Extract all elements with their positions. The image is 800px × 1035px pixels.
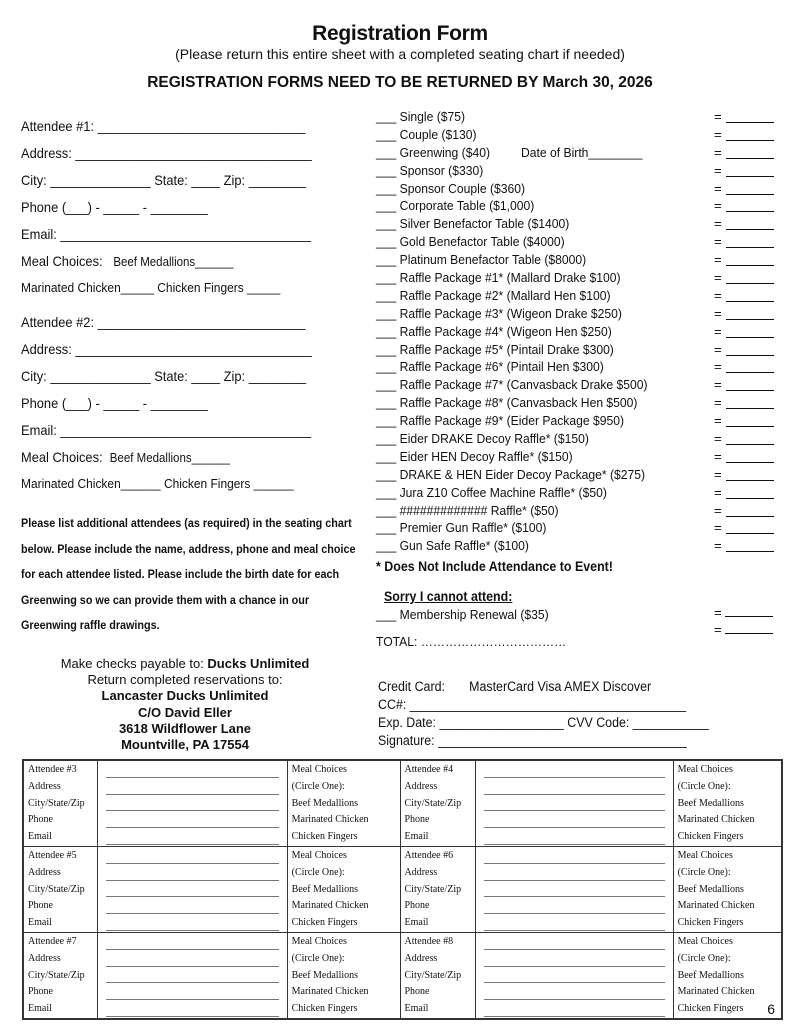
sorry-heading: Sorry I cannot attend: <box>384 589 513 604</box>
meal-choice-label: (Circle One): <box>291 952 345 964</box>
field-label: Email <box>404 831 429 843</box>
mailing-org: Lancaster Ducks Unlimited <box>101 688 269 704</box>
equals-sign: = <box>714 502 722 518</box>
payable-line <box>0 656 370 672</box>
field-label: Email <box>404 1003 429 1015</box>
entry-line[interactable] <box>484 881 664 898</box>
meal-choice-option[interactable]: Marinated Chicken <box>677 986 755 998</box>
meal-choice-label: Meal Choices <box>677 935 733 947</box>
field-label: Email <box>28 1003 52 1015</box>
entry-line[interactable] <box>484 864 664 881</box>
amount-blank[interactable] <box>726 301 774 302</box>
order-item-row[interactable] <box>376 359 786 377</box>
amount-blank[interactable] <box>726 426 774 427</box>
footnote: * Does Not Include Attendance to Event! <box>376 559 613 574</box>
amount-blank[interactable] <box>726 337 774 338</box>
amount-blank[interactable] <box>726 140 774 141</box>
attendee-2-meal-row[interactable] <box>21 449 230 465</box>
meal-choice-label: (Circle One): <box>291 866 345 878</box>
entry-line[interactable] <box>106 1000 278 1017</box>
return-to-line: Return completed reservations to: <box>87 672 283 688</box>
amount-blank[interactable] <box>726 247 774 248</box>
total-label: TOTAL: ……………………………… <box>376 634 567 649</box>
order-item-label: ___ Raffle Package #8* (Canvasback Hen $500) <box>376 395 638 411</box>
meal-choices-label: Meal Choices: <box>21 253 103 269</box>
meal-choice-option[interactable]: Beef Medallions <box>677 797 744 809</box>
equals-sign: = <box>714 538 722 554</box>
attendee-entry-cell <box>98 760 287 846</box>
meal-choice-label: Meal Choices <box>677 764 733 775</box>
order-item-label: ___ Gun Safe Raffle* ($100) <box>376 538 529 554</box>
entry-line[interactable] <box>484 811 664 828</box>
attendee-2-city-field[interactable]: City: ______________ State: ____ Zip: ________ <box>21 368 307 384</box>
order-item-label: ___ Eider DRAKE Decoy Raffle* ($150) <box>376 431 589 447</box>
order-item-row[interactable] <box>376 306 786 324</box>
entry-line[interactable] <box>106 914 278 931</box>
attendee-1-phone-field[interactable]: Phone (___) - _____ - ________ <box>21 199 208 215</box>
entry-line[interactable] <box>484 983 664 1000</box>
attendee-labels-cell <box>400 846 476 932</box>
entry-line[interactable] <box>106 847 278 864</box>
equals-sign: = <box>714 395 722 411</box>
entry-line[interactable] <box>484 914 664 931</box>
order-item-label: ___ Platinum Benefactor Table ($8000) <box>376 252 587 268</box>
meal-choice-label: Meal Choices <box>291 764 347 775</box>
amount-blank[interactable] <box>726 372 774 373</box>
attendee-1-meal-row[interactable] <box>21 253 234 269</box>
payable-to: Ducks Unlimited <box>207 656 310 671</box>
page-number: 6 <box>767 1000 775 1017</box>
amount-blank[interactable] <box>726 283 774 284</box>
attendee-number-label: Attendee #4 <box>404 764 454 775</box>
meal-choice-label: (Circle One): <box>677 866 731 878</box>
equals-sign: = <box>714 162 722 178</box>
field-label: Email <box>28 917 52 929</box>
deadline-notice: REGISTRATION FORMS NEED TO BE RETURNED BY March 30, 2026 <box>147 74 653 91</box>
equals-sign: = <box>714 466 722 482</box>
attendee-entry-cell <box>98 932 287 1018</box>
order-item-row[interactable] <box>376 288 786 306</box>
attendee-2-meal-other[interactable]: Marinated Chicken______ Chicken Fingers ______ <box>21 476 294 491</box>
field-label: City/State/Zip <box>404 969 462 981</box>
entry-line[interactable] <box>484 847 664 864</box>
seating-row <box>23 846 782 932</box>
field-label: City/State/Zip <box>28 797 85 809</box>
membership-renewal-label: ___ Membership Renewal ($35) <box>376 607 549 622</box>
entry-line[interactable] <box>484 933 664 950</box>
attendee-2-address-field[interactable]: Address: _________________________________ <box>21 341 312 357</box>
signature-field[interactable]: Signature: ____________________________________ <box>378 733 687 748</box>
mailing-care-of: C/O David Eller <box>138 704 232 720</box>
equals-sign: = <box>714 377 722 393</box>
page-subtitle: (Please return this entire sheet with a completed seating chart if needed) <box>175 46 625 62</box>
order-item-row[interactable] <box>376 270 786 288</box>
order-item-row[interactable] <box>376 413 786 431</box>
order-item-row[interactable] <box>376 520 786 538</box>
equals-sign: = <box>714 144 722 160</box>
attendee-labels-cell <box>400 932 476 1018</box>
equals-sign: = <box>714 484 722 500</box>
meal-choice-cell <box>287 932 400 1018</box>
equals-sign: = <box>714 270 722 286</box>
amount-blank[interactable] <box>726 355 774 356</box>
order-item-row[interactable] <box>376 252 786 270</box>
amount-blank[interactable] <box>726 462 774 463</box>
field-label: Phone <box>404 814 430 826</box>
field-label: Address <box>404 780 438 792</box>
attendee-1-name-field[interactable]: Attendee #1: _____________________________ <box>21 118 306 134</box>
order-item-label: ___ Sponsor ($330) <box>376 162 484 178</box>
order-item-label: ___ Couple ($130) <box>376 126 477 142</box>
mailing-street: 3618 Wildflower Lane <box>118 720 252 736</box>
seating-row <box>23 932 782 1018</box>
order-item-row[interactable] <box>376 503 786 521</box>
order-item-row[interactable] <box>376 449 786 467</box>
amount-blank[interactable] <box>726 265 774 266</box>
order-item-row[interactable] <box>376 216 786 234</box>
meal-choices-label: Meal Choices: <box>21 449 103 465</box>
attendee-labels-cell <box>23 932 98 1018</box>
entry-line[interactable] <box>484 795 664 812</box>
credit-card-row[interactable] <box>378 679 651 694</box>
exp-cvv-field[interactable]: Exp. Date: __________________ CVV Code: ___________ <box>378 715 709 730</box>
order-item-row[interactable] <box>376 234 786 252</box>
order-item-label: ___ Silver Benefactor Table ($1400) <box>376 216 570 232</box>
meal-choice-label: Meal Choices <box>291 935 347 947</box>
entry-line[interactable] <box>106 950 278 967</box>
meal-choice-cell <box>673 932 782 1018</box>
entry-line[interactable] <box>106 828 278 845</box>
amount-blank[interactable] <box>726 480 774 481</box>
amount-blank[interactable] <box>726 194 774 195</box>
order-item-label: ___ Gold Benefactor Table ($4000) <box>376 234 565 250</box>
order-item-row[interactable] <box>376 181 786 199</box>
meal-choice-option[interactable]: Chicken Fingers <box>291 917 358 929</box>
field-label: Address <box>404 866 438 878</box>
equals-sign: = <box>714 413 722 429</box>
order-item-row[interactable] <box>376 395 786 413</box>
meal-choice-label: Meal Choices <box>291 849 347 861</box>
attendee-labels-cell <box>23 760 98 846</box>
amount-blank[interactable] <box>726 319 774 320</box>
meal-choice-cell <box>287 760 400 846</box>
amount-blank[interactable] <box>726 211 774 212</box>
attendee-2-phone-field[interactable]: Phone (___) - _____ - ________ <box>21 395 208 411</box>
field-label: Address <box>28 866 61 878</box>
attendee-entry-cell <box>98 846 287 932</box>
order-item-row[interactable] <box>376 431 786 449</box>
cc-number-field[interactable]: CC#: ________________________________________ <box>378 697 687 712</box>
entry-line[interactable] <box>106 933 278 950</box>
equals-sign: = <box>714 234 722 250</box>
entry-line[interactable] <box>106 778 278 795</box>
entry-line[interactable] <box>106 811 278 828</box>
meal-choice-cell <box>673 846 782 932</box>
meal-choice-option[interactable]: Beef Medallions <box>291 883 359 895</box>
field-label: Address <box>28 952 61 964</box>
meal-choice-option[interactable]: Marinated Chicken <box>677 814 755 826</box>
equals-sign: = <box>714 622 722 637</box>
order-item-row[interactable] <box>376 377 786 395</box>
order-item-label: ___ Greenwing ($40) <box>376 144 490 160</box>
equals-sign: = <box>714 198 722 214</box>
equals-sign: = <box>714 431 722 447</box>
order-item-row[interactable] <box>376 198 786 216</box>
equals-sign: = <box>714 341 722 357</box>
entry-line[interactable] <box>484 778 664 795</box>
order-item-label: ___ Single ($75) <box>376 109 466 124</box>
attendee-number-label: Attendee #3 <box>28 764 77 775</box>
amount-blank[interactable] <box>726 122 774 123</box>
order-item-row[interactable] <box>376 127 786 145</box>
equals-sign: = <box>714 605 722 620</box>
page-title: Registration Form <box>312 22 488 45</box>
equals-sign: = <box>714 305 722 321</box>
meal-beef-option[interactable]: Beef Medallions______ <box>109 451 230 465</box>
order-item-label: ___ DRAKE & HEN Eider Decoy Package* ($275) <box>376 466 646 482</box>
meal-choice-label: Meal Choices <box>677 849 733 861</box>
amount-blank[interactable] <box>726 390 774 391</box>
attendee-number-label: Attendee #6 <box>404 849 454 861</box>
attendee-1-email-field[interactable]: Email: ___________________________________ <box>21 226 312 242</box>
mailing-city: Mountville, PA 17554 <box>121 737 249 753</box>
amount-blank[interactable] <box>726 176 774 177</box>
meal-choice-option[interactable]: Beef Medallions <box>291 969 359 981</box>
equals-sign: = <box>714 252 722 268</box>
equals-sign: = <box>714 109 722 124</box>
equals-sign: = <box>714 520 722 536</box>
amount-blank[interactable] <box>726 551 774 552</box>
order-item-row[interactable] <box>376 324 786 342</box>
order-item-row[interactable] <box>376 109 786 127</box>
attendee-1-city-field[interactable]: City: ______________ State: ____ Zip: ________ <box>21 172 307 188</box>
amount-blank[interactable] <box>726 158 774 159</box>
order-item-row[interactable] <box>376 342 786 360</box>
order-item-row[interactable] <box>376 538 786 556</box>
order-item-label: ___ Jura Z10 Coffee Machine Raffle* ($50) <box>376 484 607 500</box>
meal-choice-option[interactable]: Marinated Chicken <box>291 986 369 998</box>
field-label: City/State/Zip <box>404 883 462 895</box>
meal-choice-option[interactable]: Beef Medallions <box>677 969 744 981</box>
field-label: City/State/Zip <box>28 883 85 895</box>
seating-chart-table <box>22 759 783 1020</box>
attendee-number-label: Attendee #7 <box>28 935 77 947</box>
entry-line[interactable] <box>106 881 278 898</box>
order-item-row[interactable] <box>376 485 786 503</box>
field-label: Phone <box>28 900 53 912</box>
mailing-info <box>0 656 370 753</box>
meal-choice-option[interactable]: Marinated Chicken <box>291 900 369 912</box>
entry-line[interactable] <box>484 761 664 778</box>
field-label: City/State/Zip <box>404 797 462 809</box>
amount-blank[interactable] <box>726 498 774 499</box>
field-label: Email <box>404 917 429 929</box>
entry-line[interactable] <box>106 795 278 812</box>
meal-choice-option[interactable]: Beef Medallions <box>291 797 359 809</box>
meal-beef-option[interactable]: Beef Medallions______ <box>113 255 234 269</box>
field-label: Phone <box>28 986 53 998</box>
order-item-label: ___ Raffle Package #1* (Mallard Drake $100) <box>376 270 621 286</box>
order-item-label: ___ Raffle Package #9* (Eider Package $950) <box>376 413 624 429</box>
order-item-label: ___ Premier Gun Raffle* ($100) <box>376 520 547 536</box>
order-item-label: ___ Raffle Package #2* (Mallard Hen $100) <box>376 287 611 303</box>
meal-choice-option[interactable]: Beef Medallions <box>677 883 744 895</box>
amount-blank[interactable] <box>726 408 774 409</box>
equals-sign: = <box>714 126 722 142</box>
order-item-label: ___ Sponsor Couple ($360) <box>376 180 526 196</box>
field-label: Phone <box>404 986 430 998</box>
attendee-labels-cell <box>23 846 98 932</box>
attendee-number-label: Attendee #8 <box>404 935 454 947</box>
order-item-label: ___ Raffle Package #7* (Canvasback Drake $500) <box>376 377 648 393</box>
meal-choice-cell <box>673 760 782 846</box>
entry-line[interactable] <box>106 967 278 984</box>
order-item-label: ___ Raffle Package #6* (Pintail Hen $300) <box>376 359 604 375</box>
payable-prefix: Make checks payable to: <box>60 656 208 671</box>
order-item-row[interactable] <box>376 145 786 163</box>
field-label: Address <box>28 780 61 792</box>
order-item-row[interactable] <box>376 467 786 485</box>
equals-sign: = <box>714 180 722 196</box>
entry-line[interactable] <box>484 967 664 984</box>
attendee-entry-cell <box>476 932 673 1018</box>
meal-choice-label: (Circle One): <box>677 780 731 792</box>
meal-choice-cell <box>287 846 400 932</box>
meal-choice-option[interactable]: Chicken Fingers <box>677 917 744 929</box>
entry-line[interactable] <box>484 950 664 967</box>
field-label: Phone <box>404 900 430 912</box>
attendee-1-meal-other[interactable]: Marinated Chicken_____ Chicken Fingers _____ <box>21 280 281 295</box>
order-item-label: ___ Raffle Package #4* (Wigeon Hen $250) <box>376 323 612 339</box>
meal-choice-option[interactable]: Marinated Chicken <box>291 814 369 826</box>
equals-sign: = <box>714 448 722 464</box>
attendee-entry-cell <box>476 846 673 932</box>
meal-choice-option[interactable]: Chicken Fingers <box>291 831 358 843</box>
field-label: Email <box>28 831 52 843</box>
additional-attendees-instructions: Please list additional attendees (as required) in the seating chart below. Please include the name, address, phone and meal choice for each attendee listed. Please include the birth date for each Greenwing so we can provide them with a chance in our Greenwing raffle drawings. <box>21 516 356 632</box>
meal-choice-option[interactable]: Marinated Chicken <box>677 900 755 912</box>
entry-line[interactable] <box>106 897 278 914</box>
attendee-1-address-field[interactable]: Address: _________________________________ <box>21 145 312 161</box>
entry-line[interactable] <box>106 761 278 778</box>
attendee-labels-cell <box>400 760 476 846</box>
date-of-birth-field[interactable]: Date of Birth________ <box>521 144 643 160</box>
amount-blank[interactable] <box>726 229 774 230</box>
order-item-label: ___ ############# Raffle* ($50) <box>376 502 559 518</box>
credit-card-label: Credit Card: <box>378 679 445 694</box>
amount-blank[interactable] <box>726 533 774 534</box>
field-label: City/State/Zip <box>28 969 85 981</box>
attendee-entry-cell <box>476 760 673 846</box>
entry-line[interactable] <box>484 828 664 845</box>
order-item-row[interactable] <box>376 163 786 181</box>
equals-sign: = <box>714 287 722 303</box>
seating-row <box>23 760 782 846</box>
entry-line[interactable] <box>484 1000 664 1017</box>
amount-blank[interactable] <box>726 516 774 517</box>
order-item-label: ___ Raffle Package #3* (Wigeon Drake $250) <box>376 305 622 321</box>
equals-sign: = <box>714 323 722 339</box>
attendee-2-name-field[interactable]: Attendee #2: _____________________________ <box>21 314 306 330</box>
meal-choice-label: (Circle One): <box>291 780 345 792</box>
order-item-label: ___ Raffle Package #5* (Pintail Drake $300) <box>376 341 614 357</box>
order-item-label: ___ Corporate Table ($1,000) <box>376 198 535 214</box>
amount-blank[interactable] <box>726 444 774 445</box>
field-label: Phone <box>28 814 53 826</box>
entry-line[interactable] <box>484 897 664 914</box>
equals-sign: = <box>714 359 722 375</box>
total-amount-field[interactable] <box>714 622 773 637</box>
entry-line[interactable] <box>106 983 278 1000</box>
meal-choice-option[interactable]: Chicken Fingers <box>677 831 744 843</box>
entry-line[interactable] <box>106 864 278 881</box>
credit-card-types[interactable]: MasterCard Visa AMEX Discover <box>469 679 652 694</box>
order-items-list <box>376 109 786 556</box>
field-label: Address <box>404 952 438 964</box>
meal-choice-option[interactable]: Chicken Fingers <box>291 1003 358 1015</box>
meal-choice-option[interactable]: Chicken Fingers <box>677 1003 744 1015</box>
order-item-label: ___ Eider HEN Decoy Raffle* ($150) <box>376 448 573 464</box>
meal-choice-label: (Circle One): <box>677 952 731 964</box>
attendee-2-email-field[interactable]: Email: ___________________________________ <box>21 422 312 438</box>
equals-sign: = <box>714 216 722 232</box>
attendee-number-label: Attendee #5 <box>28 849 77 861</box>
membership-amount-field[interactable] <box>714 605 773 620</box>
